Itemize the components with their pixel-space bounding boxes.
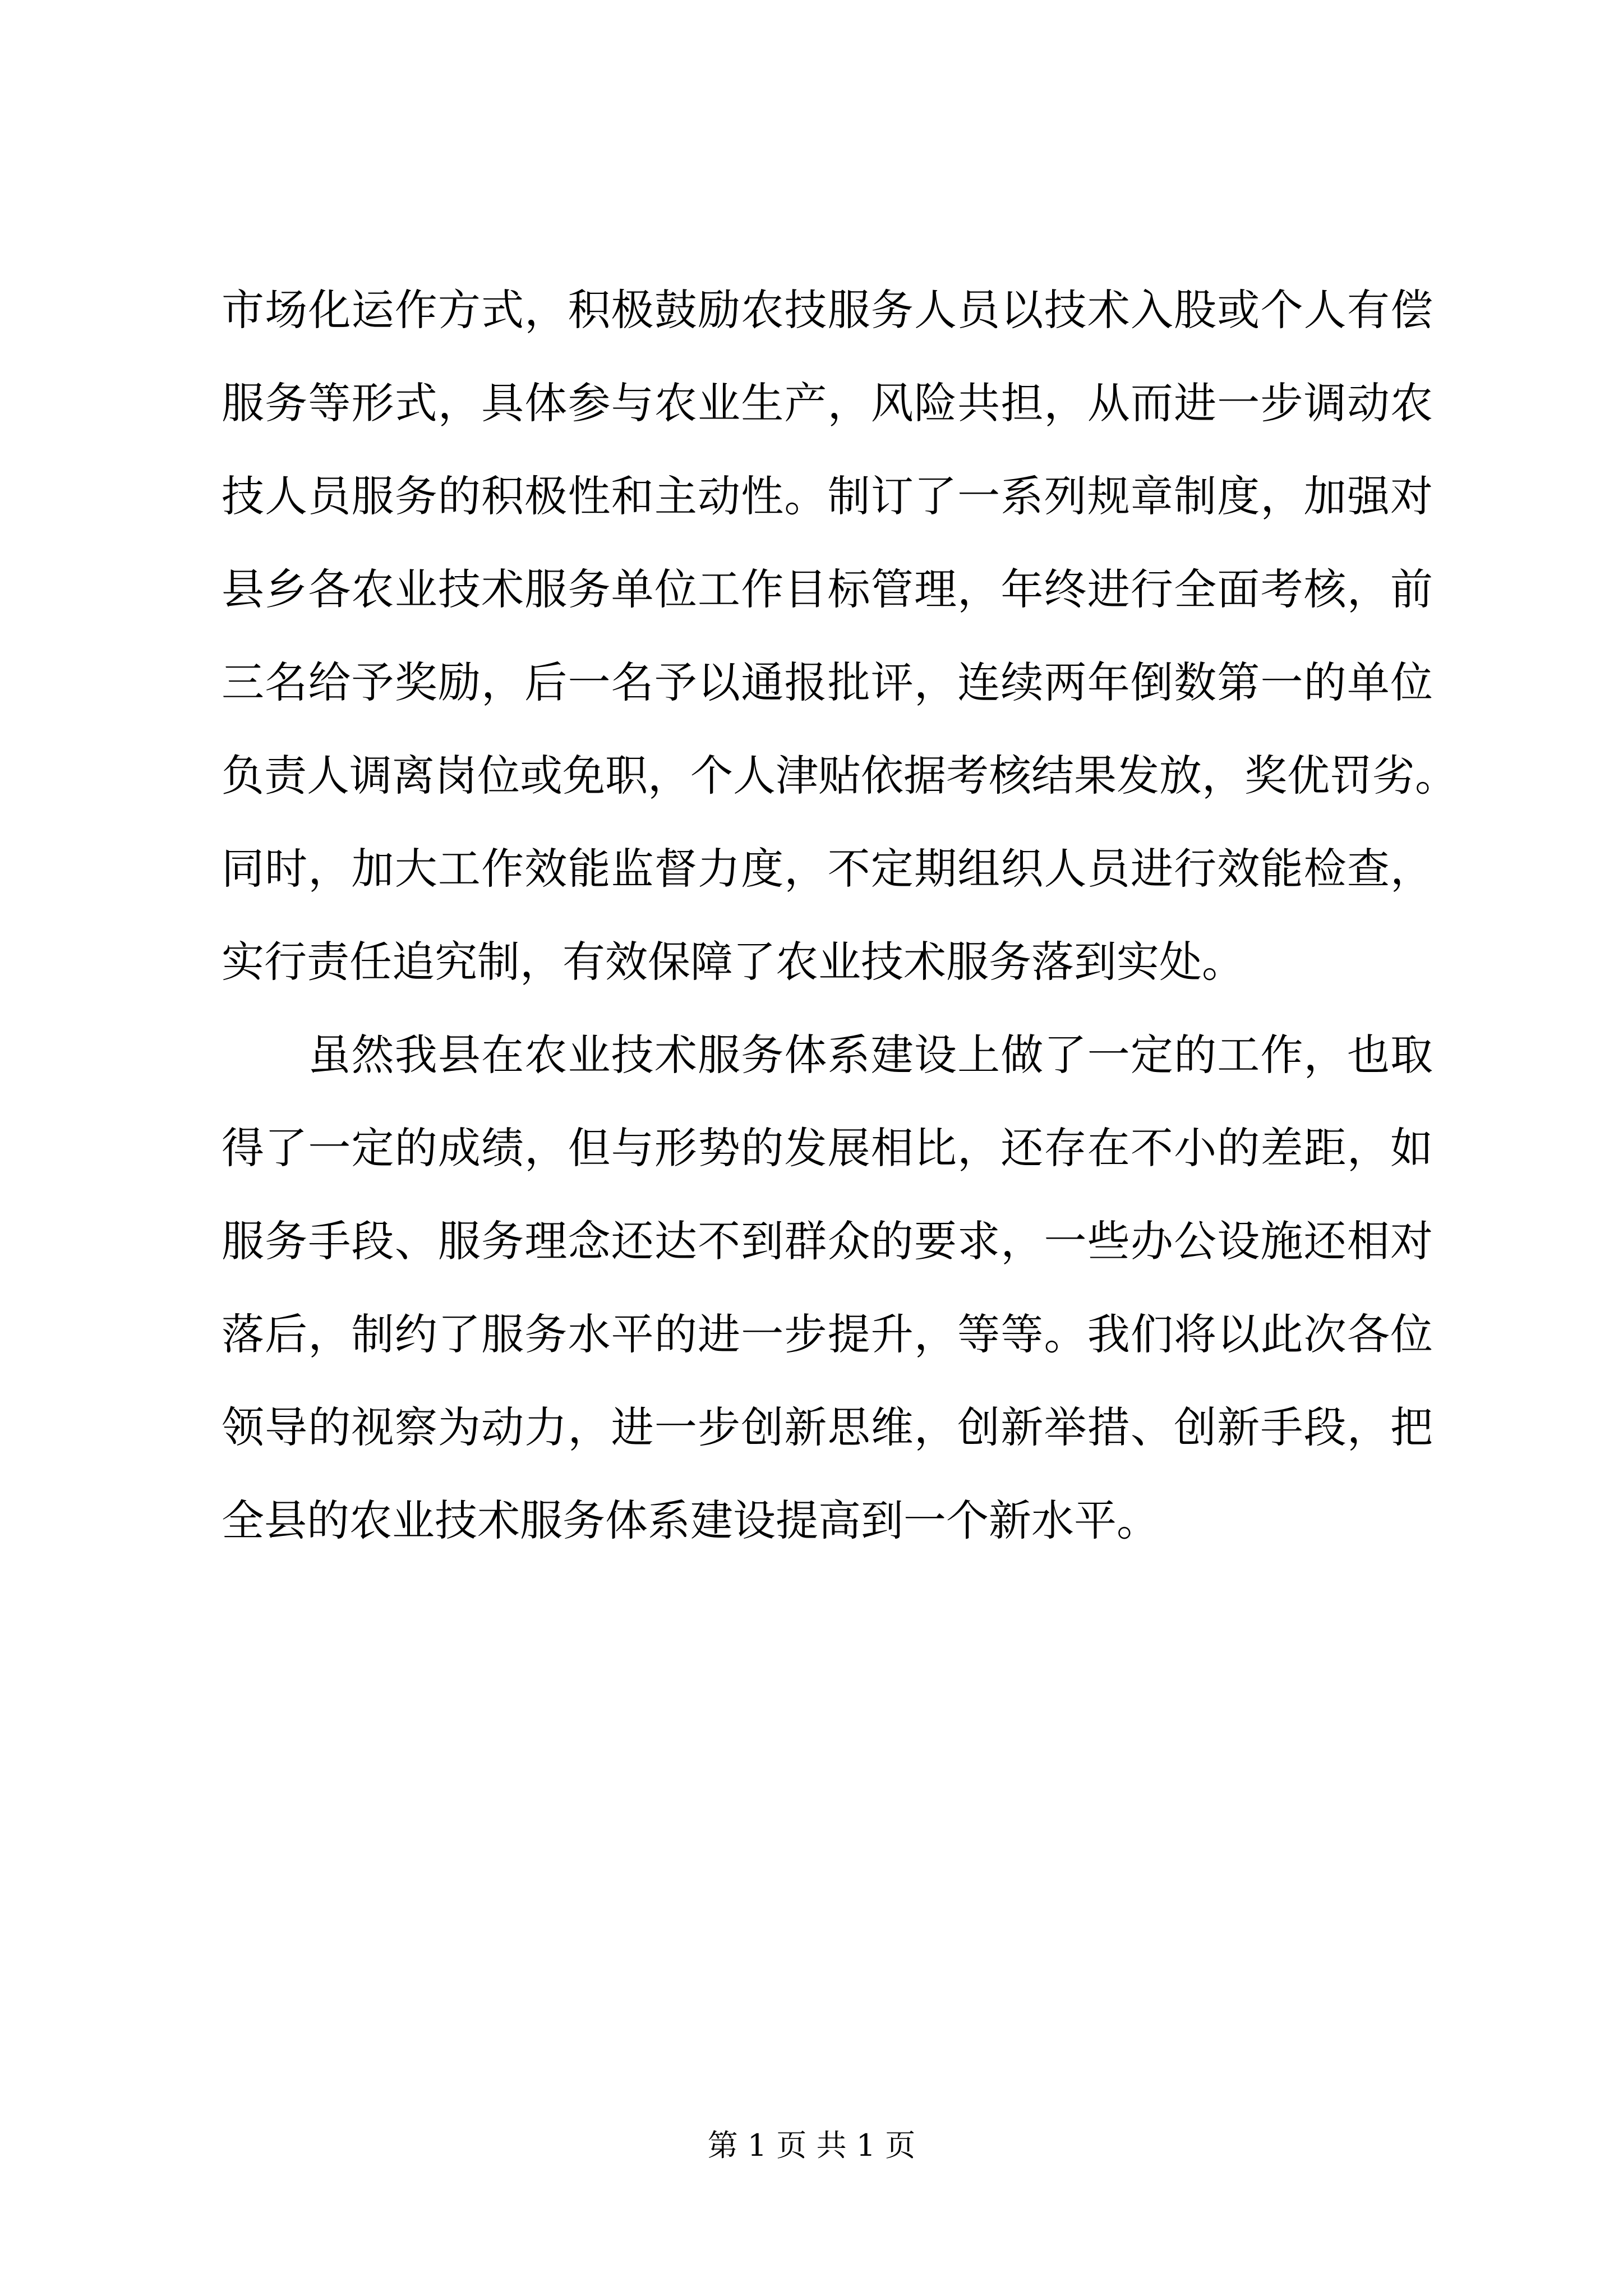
paragraph-line: 实行责任追究制，有效保障了农业技术服务落到实处。 — [222, 937, 1244, 987]
paragraph-line: 落后，制约了服务水平的进一步提升，等等。我们将以此次各位 — [222, 1309, 1433, 1359]
document-body — [222, 264, 1458, 1567]
paragraph-line: 虽然我县在农业技术服务体系建设上做了一定的工作，也取 — [222, 1030, 1433, 1080]
paragraph-2 — [222, 1009, 1433, 1567]
paragraph-line: 得了一定的成绩，但与形势的发展相比，还存在不小的差距，如 — [222, 1123, 1433, 1173]
paragraph-line: 全县的农业技术服务体系建设提高到一个新水平。 — [222, 1496, 1159, 1545]
paragraph-line: 技人员服务的积极性和主动性。制订了一系列规章制度，加强对 — [222, 471, 1433, 521]
paragraph-line: 服务手段、服务理念还达不到群众的要求，一些办公设施还相对 — [222, 1216, 1433, 1266]
paragraph-line: 负责人调离岗位或免职，个人津贴依据考核结果发放，奖优罚劣。 — [222, 751, 1458, 800]
page-footer — [0, 2126, 1623, 2165]
paragraph-line: 县乡各农业技术服务单位工作目标管理，年终进行全面考核，前 — [222, 564, 1433, 614]
paragraph-1 — [222, 264, 1458, 1009]
paragraph-line: 三名给予奖励，后一名予以通报批评，连续两年倒数第一的单位 — [222, 657, 1433, 707]
paragraph-line: 市场化运作方式，积极鼓励农技服务人员以技术入股或个人有偿 — [222, 285, 1433, 335]
paragraph-line: 服务等形式，具体参与农业生产，风险共担，从而进一步调动农 — [222, 378, 1433, 428]
page-number: 第 1 页 共 1 页 — [707, 2128, 916, 2163]
paragraph-line: 领导的视察为动力，进一步创新思维，创新举措、创新手段，把 — [222, 1402, 1433, 1452]
paragraph-line: 同时，加大工作效能监督力度，不定期组织人员进行效能检查， — [222, 844, 1433, 894]
